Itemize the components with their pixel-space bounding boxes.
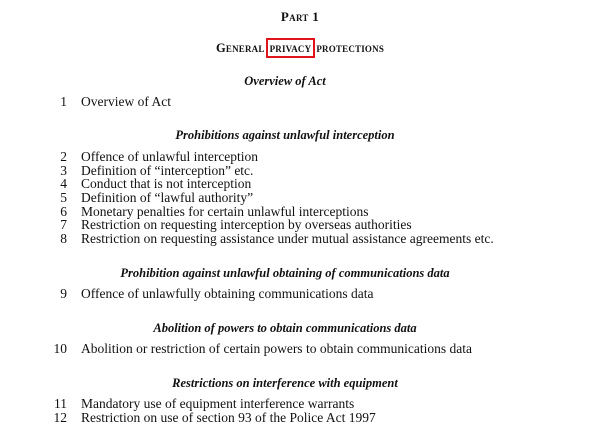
toc-entry [0,411,376,425]
highlighted-word-box: privacy [266,38,316,58]
entry-title: Monetary penalties for certain unlawful interceptions [81,204,369,219]
entry-number: 10 [53,341,67,356]
entry-title: Mandatory use of equipment interference warrants [81,396,355,411]
entry-number: 4 [60,176,67,191]
entry-number: 5 [60,190,67,205]
section-heading: Abolition of powers to obtain communications data [153,321,417,335]
toc-entry [0,150,258,164]
toc-entry [0,191,253,205]
entry-number: 12 [53,410,67,425]
entry-title: Overview of Act [81,94,171,109]
entry-title: Conduct that is not interception [81,176,252,191]
entry-title: Restriction on use of section 93 of the Police Act 1997 [81,410,376,425]
section-heading: Overview of Act [244,74,326,88]
section-heading: Prohibitions against unlawful interception [175,128,395,142]
entry-title: Definition of “lawful authority” [81,190,254,205]
toc-entry [0,177,251,191]
toc-entry [0,397,354,411]
entry-number: 3 [60,163,67,178]
entry-number: 6 [60,204,67,219]
toc-entry [0,287,374,301]
toc-entry [0,232,494,246]
entry-number: 8 [60,231,67,246]
entry-number: 11 [54,396,67,411]
entry-title: Offence of unlawfully obtaining communications data [81,286,374,301]
part-title-after: protections [316,41,385,55]
entry-number: 7 [60,217,67,232]
entry-title: Definition of “interception” etc. [81,163,254,178]
entry-title: Restriction on requesting interception by overseas authorities [81,217,412,232]
entry-number: 1 [60,94,67,109]
part-title-before: General [215,41,265,55]
section-heading: Prohibition against unlawful obtaining of communications data [120,266,450,280]
section-heading: Restrictions on interference with equipment [172,376,398,390]
entry-number: 2 [60,149,67,164]
toc-entry [0,218,412,232]
part-title [0,38,600,58]
part-heading: Part 1 [280,9,320,24]
toc-entry [0,342,472,356]
entry-title: Offence of unlawful interception [81,149,259,164]
toc-entry [0,95,171,109]
entry-title: Restriction on requesting assistance under mutual assistance agreements etc. [81,231,494,246]
entry-title: Abolition or restriction of certain powers to obtain communications data [81,341,473,356]
entry-number: 9 [60,286,67,301]
